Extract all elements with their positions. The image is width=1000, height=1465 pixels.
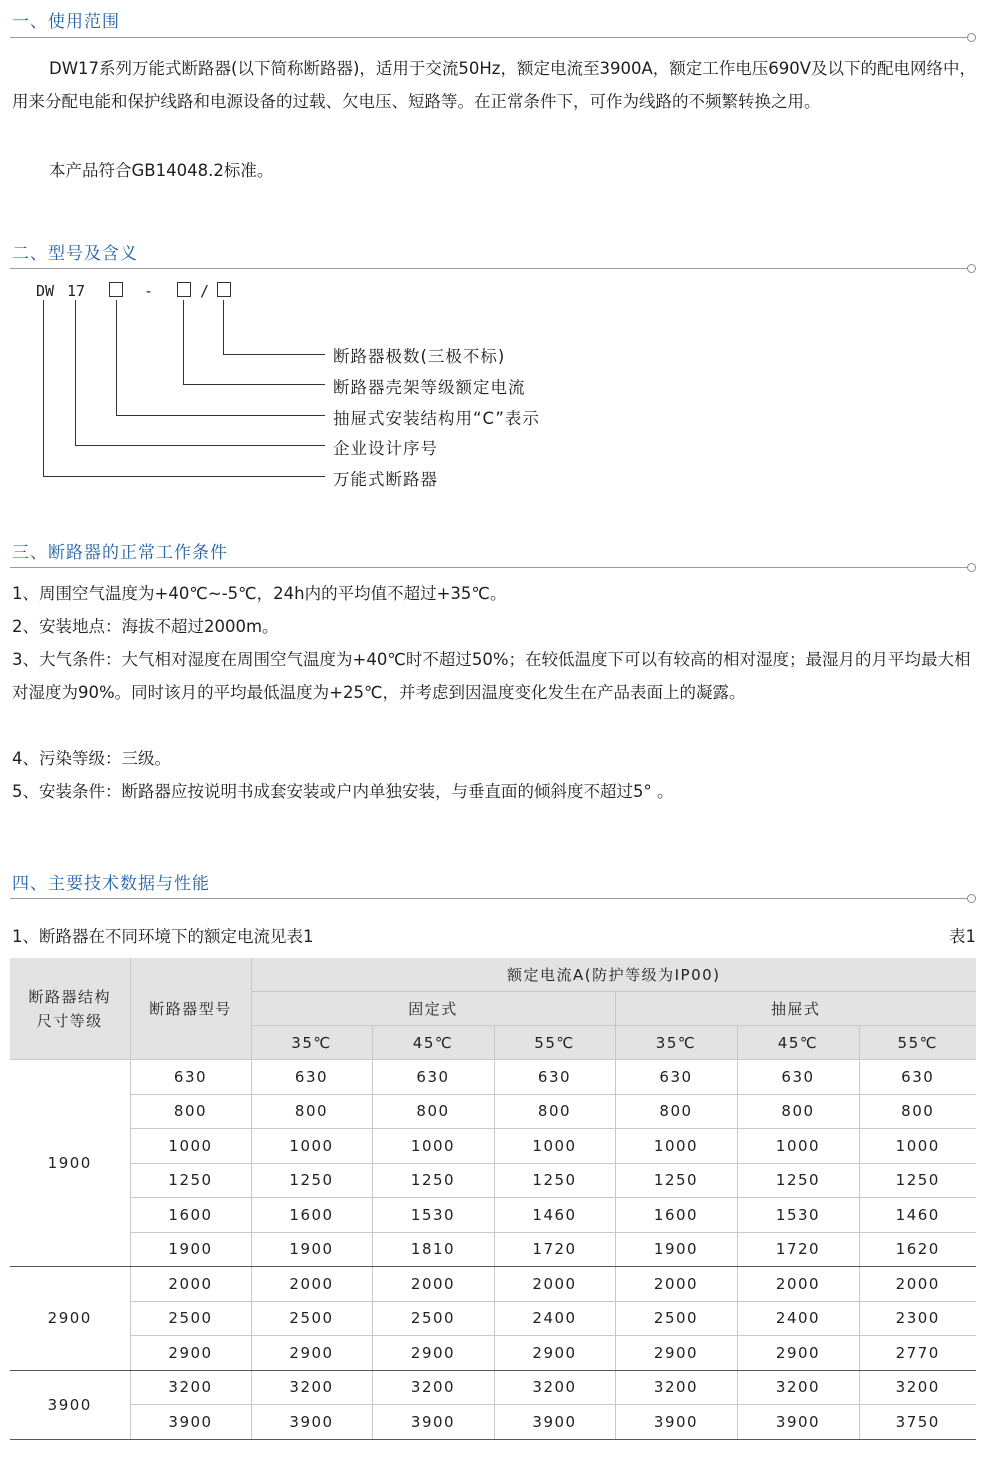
rated-current-cell: 3750	[859, 1405, 976, 1440]
table-row	[10, 1405, 976, 1440]
rated-current-cell: 2000	[615, 1267, 737, 1302]
table-number: 表1	[949, 927, 976, 946]
frame-size-cell: 2900	[10, 1267, 130, 1371]
rated-current-cell: 1250	[615, 1163, 737, 1198]
rated-current-cell: 1900	[251, 1232, 372, 1267]
model-box-drawer	[109, 282, 123, 297]
rated-current-cell: 1000	[615, 1129, 737, 1164]
rated-current-cell: 2900	[737, 1336, 859, 1371]
rated-current-cell: 2900	[494, 1336, 615, 1371]
leader-line	[75, 445, 325, 446]
rated-current-cell: 2500	[251, 1301, 372, 1336]
rated-current-cell: 2400	[494, 1301, 615, 1336]
rated-current-cell: 3900	[494, 1405, 615, 1440]
condition-item: 1、周围空气温度为+40℃~-5℃，24h内的平均值不超过+35℃。	[12, 584, 507, 603]
rated-current-cell: 1000	[859, 1129, 976, 1164]
condition-item: 4、污染等级：三级。	[12, 749, 171, 768]
rated-current-cell: 800	[494, 1094, 615, 1129]
table-row	[10, 1060, 976, 1095]
rated-current-cell: 1250	[737, 1163, 859, 1198]
leader-line	[75, 300, 76, 445]
model-cell: 2000	[130, 1267, 251, 1302]
leader-line	[183, 300, 184, 384]
leader-line	[223, 300, 224, 354]
leader-line	[183, 384, 325, 385]
rated-current-cell: 2000	[859, 1267, 976, 1302]
divider-end-circle	[967, 894, 976, 903]
standard-note: 本产品符合GB14048.2标准。	[49, 161, 274, 180]
header-frame-size: 断路器结构尺寸等级	[10, 958, 130, 1060]
model-prefix: DW	[36, 282, 55, 300]
model-cell: 800	[130, 1094, 251, 1129]
model-cell: 3200	[130, 1370, 251, 1405]
rated-current-cell: 1000	[251, 1129, 372, 1164]
rated-current-cell: 2900	[615, 1336, 737, 1371]
model-number: 17	[67, 282, 86, 300]
header-temp: 35℃	[615, 1026, 737, 1060]
model-cell: 1600	[130, 1198, 251, 1233]
model-label-type: 万能式断路器	[333, 470, 438, 489]
scope-paragraph: DW17系列万能式断路器(以下简称断路器)，适用于交流50Hz，额定电流至3900A，额定工作电压690V及以下的配电网络中， 用来分配电能和保护线路和电源设备的过载、欠电压、短路等。在正常条件下，可作为线路的不频繁转换之用。	[12, 59, 977, 111]
condition-item: 2、安装地点：海拔不超过2000m。	[12, 617, 279, 636]
table-row	[10, 1232, 976, 1267]
model-cell: 1000	[130, 1129, 251, 1164]
table-row	[10, 1301, 976, 1336]
rated-current-cell: 3900	[615, 1405, 737, 1440]
rated-current-cell: 800	[615, 1094, 737, 1129]
rated-current-cell: 3200	[251, 1370, 372, 1405]
rated-current-cell: 3200	[737, 1370, 859, 1405]
model-label-drawer: 抽屉式安装结构用“C”表示	[333, 409, 540, 428]
rated-current-cell: 3200	[494, 1370, 615, 1405]
rated-current-cell: 1250	[251, 1163, 372, 1198]
model-label-design-serial: 企业设计序号	[333, 439, 438, 458]
rated-current-cell: 1720	[737, 1232, 859, 1267]
leader-line	[223, 354, 325, 355]
table-row	[10, 1129, 976, 1164]
header-temp: 45℃	[372, 1026, 494, 1060]
model-label-frame-current: 断路器壳架等级额定电流	[333, 378, 526, 397]
rated-current-cell: 3900	[372, 1405, 494, 1440]
header-temp: 35℃	[251, 1026, 372, 1060]
table-row	[10, 1336, 976, 1371]
rated-current-cell: 1460	[494, 1198, 615, 1233]
model-label-poles: 断路器极数(三极不标)	[333, 347, 506, 366]
header-fixed: 固定式	[251, 992, 615, 1026]
rated-current-cell: 3200	[615, 1370, 737, 1405]
model-box-poles	[217, 282, 231, 297]
model-dash: -	[144, 282, 154, 300]
rated-current-cell: 1000	[737, 1129, 859, 1164]
rated-current-cell: 630	[737, 1060, 859, 1095]
table-row	[10, 1094, 976, 1129]
divider-end-circle	[967, 264, 976, 273]
section-divider	[10, 268, 967, 269]
section-title-conditions: 三、断路器的正常工作条件	[12, 543, 228, 563]
rated-current-cell: 2500	[615, 1301, 737, 1336]
divider-end-circle	[967, 563, 976, 572]
model-cell: 3900	[130, 1405, 251, 1440]
header-rated-current: 额定电流A(防护等级为IP00)	[251, 958, 976, 992]
rated-current-cell: 2300	[859, 1301, 976, 1336]
rated-current-cell: 1460	[859, 1198, 976, 1233]
rated-current-cell: 1900	[615, 1232, 737, 1267]
rated-current-cell: 2000	[737, 1267, 859, 1302]
table-row	[10, 1370, 976, 1405]
rated-current-cell: 2400	[737, 1301, 859, 1336]
rated-current-cell: 1250	[372, 1163, 494, 1198]
rated-current-cell: 1600	[615, 1198, 737, 1233]
model-cell: 1250	[130, 1163, 251, 1198]
table-row	[10, 1198, 976, 1233]
section-title-scope: 一、使用范围	[12, 12, 120, 32]
frame-size-cell: 1900	[10, 1060, 130, 1267]
rated-current-cell: 1600	[251, 1198, 372, 1233]
rated-current-cell: 2770	[859, 1336, 976, 1371]
rated-current-cell: 3900	[251, 1405, 372, 1440]
model-cell: 2500	[130, 1301, 251, 1336]
leader-line	[43, 300, 44, 476]
rated-current-cell: 800	[859, 1094, 976, 1129]
rated-current-cell: 800	[737, 1094, 859, 1129]
model-cell: 2900	[130, 1336, 251, 1371]
section-divider	[10, 37, 967, 38]
rated-current-cell: 1720	[494, 1232, 615, 1267]
rated-current-cell: 3900	[737, 1405, 859, 1440]
rated-current-cell: 1810	[372, 1232, 494, 1267]
frame-size-cell: 3900	[10, 1370, 130, 1439]
rated-current-cell: 2000	[372, 1267, 494, 1302]
rated-current-cell: 1620	[859, 1232, 976, 1267]
rated-current-cell: 630	[615, 1060, 737, 1095]
header-temp: 55℃	[494, 1026, 615, 1060]
rated-current-cell: 630	[494, 1060, 615, 1095]
rated-current-cell: 2000	[494, 1267, 615, 1302]
header-temp: 45℃	[737, 1026, 859, 1060]
model-box-current	[177, 282, 191, 297]
table-body	[10, 1060, 976, 1440]
table-caption: 1、断路器在不同环境下的额定电流见表1	[12, 927, 314, 946]
rated-current-cell: 1000	[494, 1129, 615, 1164]
condition-item: 5、安装条件：断路器应按说明书成套安装或户内单独安装，与垂直面的倾斜度不超过5° 。	[12, 782, 674, 801]
model-slash: /	[200, 282, 210, 300]
section-title-specs: 四、主要技术数据与性能	[12, 874, 210, 894]
rated-current-cell: 2000	[251, 1267, 372, 1302]
model-cell: 630	[130, 1060, 251, 1095]
divider-end-circle	[967, 33, 976, 42]
rated-current-cell: 1250	[494, 1163, 615, 1198]
rated-current-cell: 800	[372, 1094, 494, 1129]
rated-current-cell: 1530	[372, 1198, 494, 1233]
section-divider	[10, 567, 967, 568]
model-cell: 1900	[130, 1232, 251, 1267]
leader-line	[116, 300, 117, 415]
header-model: 断路器型号	[130, 958, 251, 1060]
rated-current-cell: 3200	[859, 1370, 976, 1405]
rated-current-cell: 630	[251, 1060, 372, 1095]
condition-item: 3、大气条件：大气相对湿度在周围空气温度为+40℃时不超过50%；在较低温度下可以有较高的相对湿度；最湿月的月平均最大相对湿度为90%。同时该月的平均最低温度为+25℃，并考虑到因温度变化发生在产品表面上的凝露。	[12, 650, 971, 702]
leader-line	[43, 476, 325, 477]
rated-current-cell: 630	[859, 1060, 976, 1095]
rated-current-cell: 2900	[372, 1336, 494, 1371]
rated-current-cell: 630	[372, 1060, 494, 1095]
section-divider	[10, 898, 967, 899]
rated-current-cell: 1000	[372, 1129, 494, 1164]
header-drawer: 抽屉式	[615, 992, 976, 1026]
table-row	[10, 1163, 976, 1198]
rated-current-cell: 1250	[859, 1163, 976, 1198]
section-title-model: 二、型号及含义	[12, 244, 138, 264]
rated-current-cell: 1530	[737, 1198, 859, 1233]
rated-current-table	[10, 958, 976, 1440]
rated-current-cell: 800	[251, 1094, 372, 1129]
rated-current-cell: 3200	[372, 1370, 494, 1405]
leader-line	[116, 415, 325, 416]
table-row	[10, 1267, 976, 1302]
rated-current-cell: 2900	[251, 1336, 372, 1371]
rated-current-cell: 2500	[372, 1301, 494, 1336]
header-temp: 55℃	[859, 1026, 976, 1060]
